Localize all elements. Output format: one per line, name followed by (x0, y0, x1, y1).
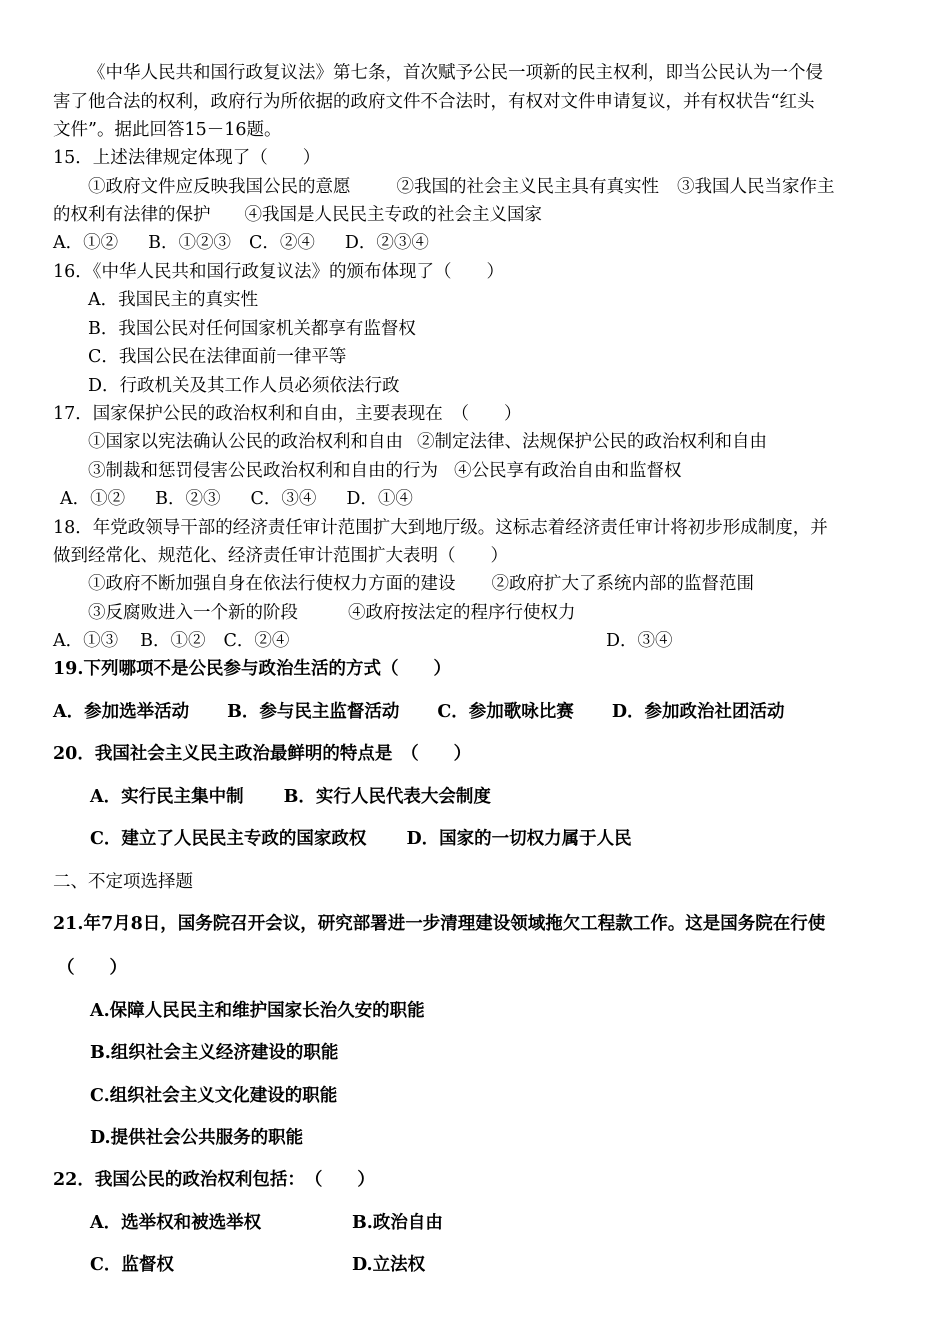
q17-answer-c: C．③④ (250, 489, 317, 509)
q15-option-1: ①政府文件应反映我国公民的意愿 (88, 177, 351, 197)
q17-options-row2 (88, 460, 682, 482)
q22-answer-c: C．监督权 (90, 1255, 174, 1275)
q19-stem: 19.下列哪项不是公民参与政治生活的方式（ ） (53, 659, 451, 679)
q21-answer-c: C.组织社会主义文化建设的职能 (90, 1086, 338, 1106)
q17-answer-b: B．②③ (155, 489, 221, 509)
q19-answer-a: A．参加选举活动 (53, 702, 190, 722)
q20-answer-d: D．国家的一切权力属于人民 (406, 829, 632, 849)
q22-answer-a: A．选举权和被选举权 (90, 1213, 262, 1233)
q19-answer-c: C．参加歌咏比赛 (437, 702, 574, 722)
q16-answer-a: A．我国民主的真实性 (88, 290, 259, 310)
q18-options-row1 (88, 573, 754, 595)
q17-option-1: ①国家以宪法确认公民的政治权利和自由 (88, 432, 403, 452)
q15-option-2: ②我国的社会主义民主具有真实性 (396, 177, 659, 197)
q15-answers (53, 232, 429, 254)
q16-answer-b: B．我国公民对任何国家机关都享有监督权 (88, 319, 416, 339)
q21-answer-d: D.提供社会公共服务的职能 (90, 1128, 304, 1148)
q15-answer-a: A．①② (53, 233, 119, 253)
q15-answer-b: B．①②③ (148, 233, 232, 253)
q18-option-3: ③反腐败进入一个新的阶段 (88, 603, 298, 623)
q20-stem: 20．我国社会主义民主政治最鲜明的特点是 （ ） (53, 744, 472, 764)
q15-answer-d: D．②③④ (344, 233, 429, 253)
intro-line-2: 害了他合法的权利，政府行为所依据的政府文件不合法时，有权对文件申请复议，并有权状告“红头 (53, 92, 815, 112)
q18-options-row2 (88, 602, 576, 624)
q18-answer-a: A．①③ (53, 631, 119, 651)
q18-answer-c: C．②④ (223, 631, 290, 651)
q22-answer-d: D.立法权 (352, 1255, 426, 1275)
q21-answer-b: B.组织社会主义经济建设的职能 (90, 1043, 339, 1063)
q17-options-row1 (88, 431, 767, 453)
q18-stem-line-1: 18．年党政领导干部的经济责任审计范围扩大到地厅级。这标志着经济责任审计将初步形成制度，并 (53, 518, 828, 538)
q15-option-4: ④我国是人民民主专政的社会主义国家 (244, 205, 542, 225)
q15-options-row1 (88, 176, 835, 198)
q20-answer-c: C．建立了人民民主专政的国家政权 (90, 829, 367, 849)
q16-answer-d: D．行政机关及其工作人员必须依法行政 (88, 376, 400, 396)
q15-option-3b: 的权利有法律的保护 (53, 205, 211, 225)
q17-option-4: ④公民享有政治自由和监督权 (454, 461, 682, 481)
intro-line-1: 《中华人民共和国行政复议法》第七条，首次赋予公民一项新的民主权利，即当公民认为一个侵 (88, 63, 823, 83)
q17-answer-a: A．①② (60, 489, 126, 509)
q18-stem-line-2: 做到经常化、规范化、经济责任审计范围扩大表明（ ） (53, 546, 508, 566)
q18-answers (53, 630, 289, 652)
q17-option-3: ③制裁和惩罚侵害公民政治权利和自由的行为 (88, 461, 438, 481)
q16-answer-c: C．我国公民在法律面前一律平等 (88, 347, 347, 367)
q17-answers (60, 488, 413, 510)
q18-option-2: ②政府扩大了系统内部的监督范围 (491, 574, 754, 594)
q19-answers (53, 701, 785, 723)
q20-answer-a: A．实行民主集中制 (90, 787, 244, 807)
q22-answer-b: B.政治自由 (352, 1213, 443, 1233)
q17-stem: 17．国家保护公民的政治权利和自由，主要表现在 （ ） (53, 404, 522, 424)
q17-answer-d: D．①④ (346, 489, 413, 509)
q19-answer-d: D．参加政治社团活动 (611, 702, 785, 722)
intro-line-3: 文件”。据此回答15－16题。 (53, 120, 282, 140)
q18-answer-b: B．①② (140, 631, 206, 651)
q21-answer-a: A.保障人民民主和维护国家长治久安的职能 (90, 1001, 425, 1021)
q18-option-1: ①政府不断加强自身在依法行使权力方面的建设 (88, 574, 456, 594)
q15-options-row2 (53, 204, 542, 226)
q15-answer-c: C．②④ (249, 233, 315, 253)
q20-answers-row2 (90, 828, 632, 850)
q22-stem: 22．我国公民的政治权利包括： （ ） (53, 1170, 375, 1190)
q20-answer-b: B．实行人民代表大会制度 (283, 787, 491, 807)
q21-paren: （ ） (57, 958, 127, 978)
q15-stem: 15．上述法律规定体现了（ ） (53, 148, 321, 168)
q19-answer-b: B．参与民主监督活动 (227, 702, 400, 722)
section-2-heading: 二、不定项选择题 (53, 872, 193, 892)
q16-stem: 16．《中华人民共和国行政复议法》的颁布体现了（ ） (53, 262, 505, 282)
q21-stem: 21.年7月8日，国务院召开会议，研究部署进一步清理建设领域拖欠工程款工作。这是国务院在行使 (53, 914, 826, 934)
q18-answer-d: D．③④ (606, 631, 673, 651)
q20-answers-row1 (90, 786, 491, 808)
q17-option-2: ②制定法律、法规保护公民的政治权利和自由 (417, 432, 767, 452)
q15-option-3a: ③我国人民当家作主 (677, 177, 835, 197)
q18-option-4: ④政府按法定的程序行使权力 (348, 603, 576, 623)
